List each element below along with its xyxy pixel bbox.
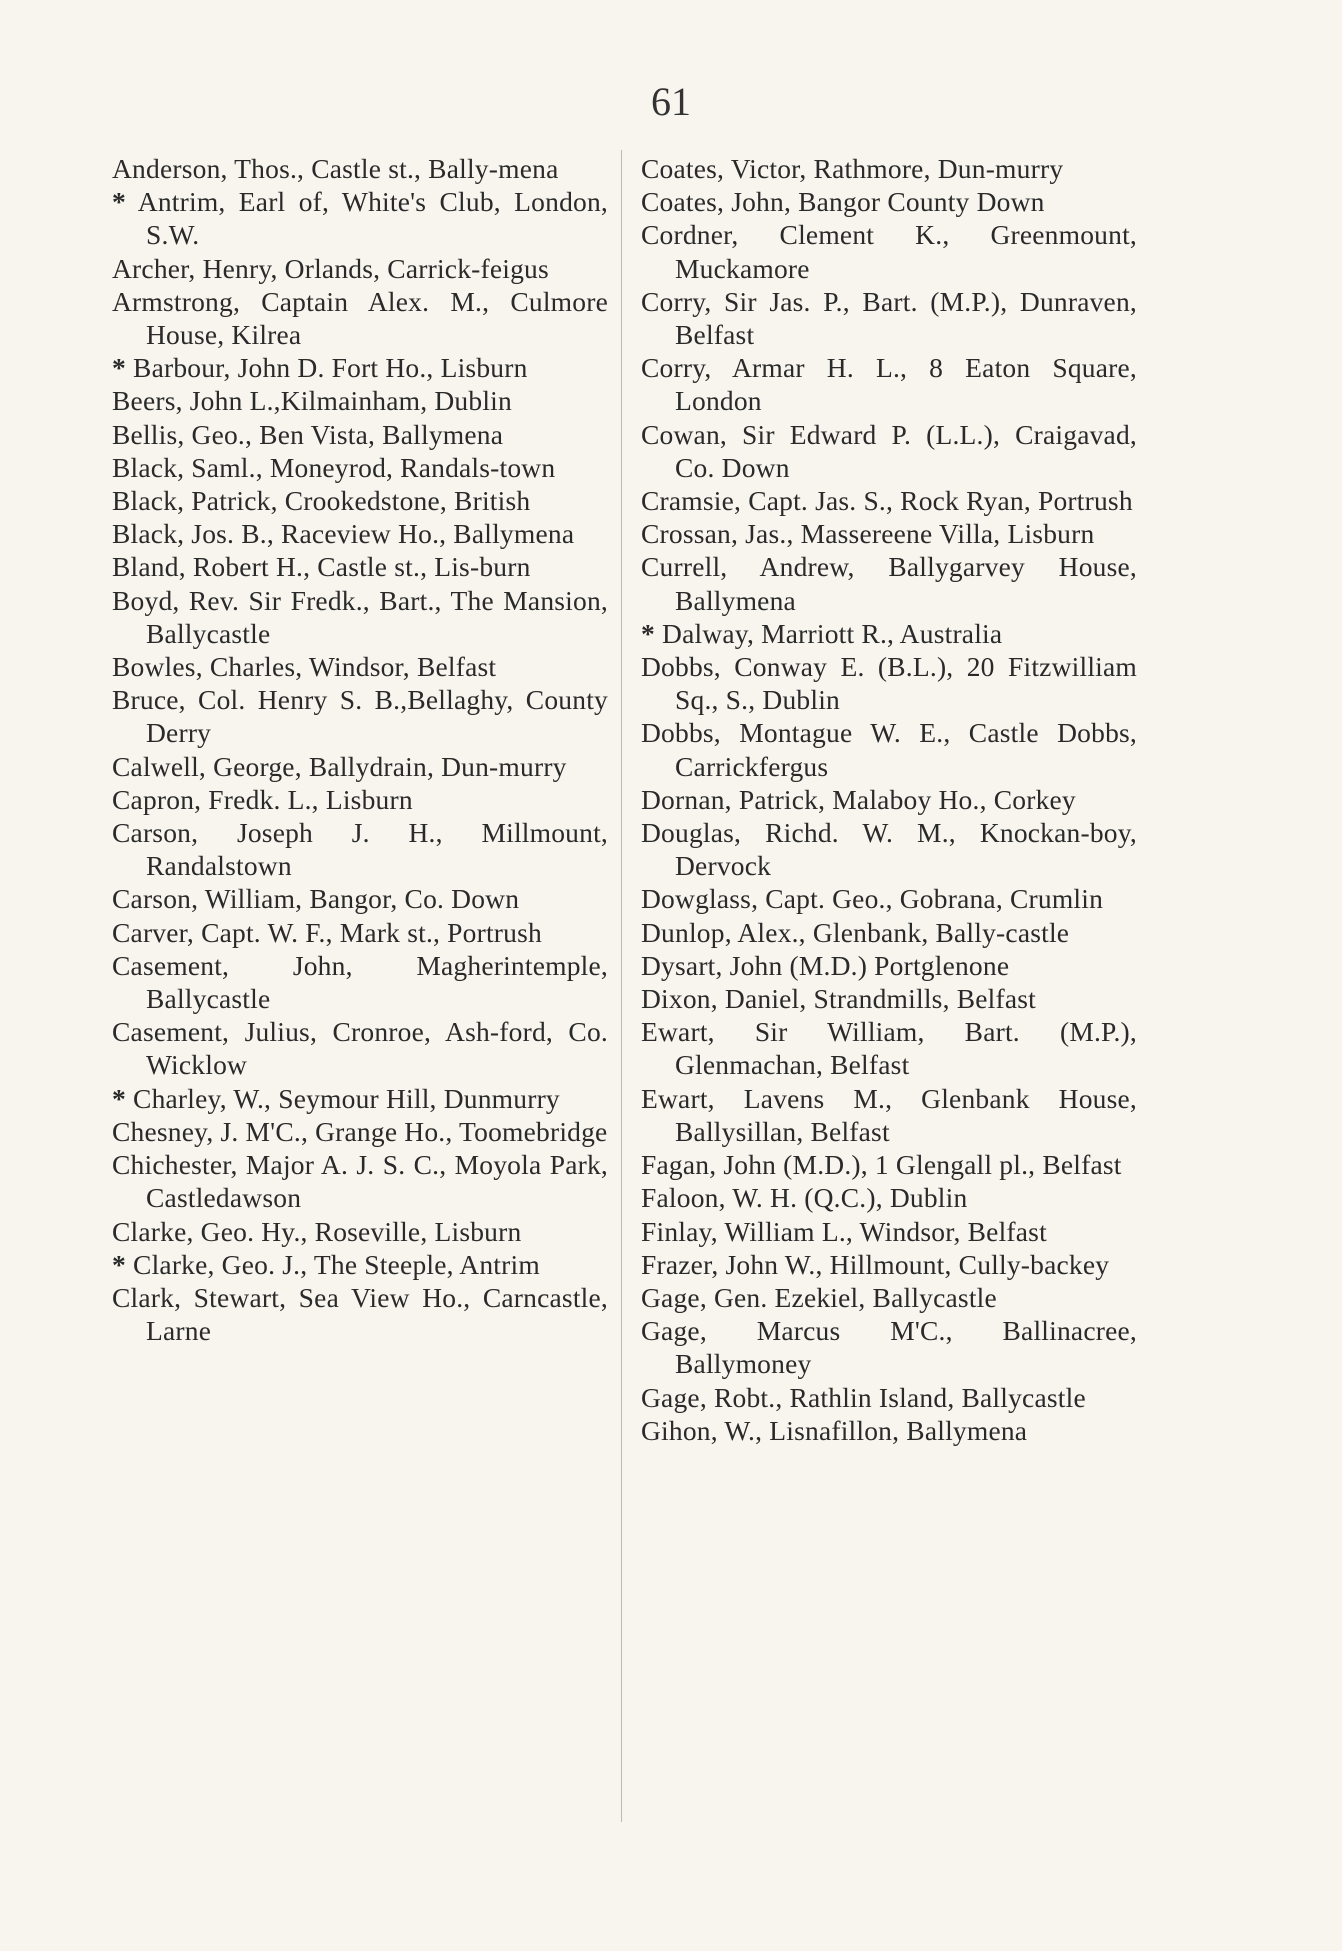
directory-entry <box>641 418 1137 484</box>
entry-text: Chichester, Major A. J. S. C., Moyola Park, Castledawson <box>112 1149 608 1214</box>
entry-text: Bruce, Col. Henry S. B.,Bellaghy, County Derry <box>112 684 608 749</box>
directory-entry <box>641 1414 1137 1447</box>
entry-text: Casement, Julius, Cronroe, Ash-ford, Co. Wicklow <box>112 1016 608 1081</box>
directory-entry <box>112 517 608 550</box>
directory-entry <box>112 484 608 517</box>
directory-entry <box>641 949 1137 982</box>
directory-entry <box>641 1314 1137 1380</box>
directory-entry <box>112 1115 608 1148</box>
directory-entry <box>641 484 1137 517</box>
left-column <box>112 152 608 1347</box>
entry-text: Dornan, Patrick, Malaboy Ho., Corkey <box>641 783 1076 815</box>
directory-entry <box>641 1148 1137 1181</box>
directory-entry <box>641 285 1137 351</box>
directory-entry <box>641 1248 1137 1281</box>
entry-text: Chesney, J. M'C., Grange Ho., Toomebridge <box>112 1115 608 1147</box>
asterisk-marker: * <box>112 1248 126 1280</box>
entry-text: Clarke, Geo. J., The Steeple, Antrim <box>133 1248 540 1280</box>
directory-entry <box>641 1281 1137 1314</box>
entry-text: Armstrong, Captain Alex. M., Culmore House, Kilrea <box>112 285 608 351</box>
directory-entry <box>641 351 1137 417</box>
entry-text: Frazer, John W., Hillmount, Cully-backey <box>641 1248 1110 1280</box>
directory-entry <box>641 916 1137 949</box>
entry-text: Ewart, Lavens M., Glenbank House, Ballysillan, Belfast <box>641 1082 1137 1147</box>
entry-text: Antrim, Earl of, White's Club, London, S.W. <box>137 186 608 251</box>
entry-text: Cordner, Clement K., Greenmount, Muckamore <box>641 219 1137 284</box>
entry-text: Fagan, John (M.D.), 1 Glengall pl., Belfast <box>641 1149 1122 1181</box>
entry-text: Finlay, William L., Windsor, Belfast <box>641 1215 1047 1247</box>
directory-entry <box>112 1215 608 1248</box>
directory-entry <box>112 783 608 816</box>
directory-entry <box>641 1181 1137 1214</box>
entry-text: Cowan, Sir Edward P. (L.L.), Craigavad, Co. Down <box>641 418 1137 483</box>
directory-entry <box>112 750 608 783</box>
directory-entry <box>641 882 1137 915</box>
directory-entry <box>112 384 608 417</box>
column-divider <box>621 150 622 1822</box>
entry-text: Bowles, Charles, Windsor, Belfast <box>112 651 497 683</box>
entry-text: Dysart, John (M.D.) Portglenone <box>641 949 1010 981</box>
entry-text: Gihon, W., Lisnafillon, Ballymena <box>641 1414 1028 1446</box>
entry-text: Black, Jos. B., Raceview Ho., Ballymena <box>112 518 575 550</box>
directory-entry <box>112 949 608 1015</box>
directory-entry <box>641 1215 1137 1248</box>
entry-text: Clark, Stewart, Sea View Ho., Carncastle, Larne <box>112 1281 608 1347</box>
entry-text: Bellis, Geo., Ben Vista, Ballymena <box>112 418 504 450</box>
entry-text: Dowglass, Capt. Geo., Gobrana, Crumlin <box>641 883 1104 915</box>
entry-text: Clarke, Geo. Hy., Roseville, Lisburn <box>112 1215 522 1247</box>
right-column <box>641 152 1137 1447</box>
entry-text: Bland, Robert H., Castle st., Lis-burn <box>112 551 531 583</box>
directory-entry <box>112 252 608 285</box>
directory-entry <box>112 152 608 185</box>
entry-text: Barbour, John D. Fort Ho., Lisburn <box>133 352 528 384</box>
directory-entry <box>112 650 608 683</box>
entry-text: Dalway, Marriott R., Australia <box>662 617 1003 649</box>
entry-text: Boyd, Rev. Sir Fredk., Bart., The Mansion, Ballycastle <box>112 584 608 649</box>
directory-entry <box>112 882 608 915</box>
directory-entry <box>112 816 608 882</box>
entry-text: Crossan, Jas., Massereene Villa, Lisburn <box>641 518 1095 550</box>
directory-entry <box>641 617 1137 650</box>
entry-text: Calwell, George, Ballydrain, Dun-murry <box>112 750 567 782</box>
entry-text: Douglas, Richd. W. M., Knockan-boy, Dervock <box>641 817 1137 882</box>
entry-text: Corry, Sir Jas. P., Bart. (M.P.), Dunraven, Belfast <box>641 285 1137 351</box>
entry-text: Dobbs, Conway E. (B.L.), 20 Fitzwilliam Sq., S., Dublin <box>641 651 1137 716</box>
page-number: 61 <box>651 79 691 124</box>
entry-text: Currell, Andrew, Ballygarvey House, Ballymena <box>641 551 1137 616</box>
directory-entry <box>112 351 608 384</box>
directory-entry <box>112 451 608 484</box>
asterisk-marker: * <box>112 186 126 218</box>
entry-text: Ewart, Sir William, Bart. (M.P.), Glenmachan, Belfast <box>641 1016 1137 1081</box>
entry-text: Casement, John, Magherintemple, Ballycastle <box>112 949 608 1015</box>
entry-text: Dobbs, Montague W. E., Castle Dobbs, Carrickfergus <box>641 717 1137 782</box>
directory-entry <box>112 916 608 949</box>
entry-text: Faloon, W. H. (Q.C.), Dublin <box>641 1182 968 1214</box>
entry-text: Capron, Fredk. L., Lisburn <box>112 783 413 815</box>
directory-entry <box>112 683 608 749</box>
directory-entry <box>112 418 608 451</box>
directory-entry <box>641 1015 1137 1081</box>
entry-text: Coates, Victor, Rathmore, Dun-murry <box>641 153 1064 184</box>
asterisk-marker: * <box>641 617 655 649</box>
entry-text: Dunlop, Alex., Glenbank, Bally-castle <box>641 916 1070 948</box>
entry-text: Carver, Capt. W. F., Mark st., Portrush <box>112 916 542 948</box>
directory-entry <box>641 816 1137 882</box>
entry-text: Anderson, Thos., Castle st., Bally-mena <box>112 153 559 184</box>
directory-entry <box>112 550 608 583</box>
directory-entry <box>112 1015 608 1081</box>
directory-entry <box>112 1248 608 1281</box>
directory-entry <box>641 185 1137 218</box>
directory-entry <box>641 650 1137 716</box>
directory-entry <box>641 517 1137 550</box>
directory-entry <box>112 1281 608 1347</box>
entry-text: Gage, Marcus M'C., Ballinacree, Ballymoney <box>641 1315 1137 1380</box>
directory-entry <box>641 783 1137 816</box>
entry-text: Coates, John, Bangor County Down <box>641 186 1045 218</box>
entry-text: Beers, John L.,Kilmainham, Dublin <box>112 385 512 417</box>
directory-entry <box>112 285 608 351</box>
directory-entry <box>641 1082 1137 1148</box>
directory-entry <box>641 550 1137 616</box>
entry-text: Black, Saml., Moneyrod, Randals-town <box>112 451 556 483</box>
directory-entry <box>641 982 1137 1015</box>
entry-text: Archer, Henry, Orlands, Carrick-feigus <box>112 252 549 284</box>
directory-entry <box>112 584 608 650</box>
entry-text: Black, Patrick, Crookedstone, British <box>112 485 531 517</box>
entry-text: Dixon, Daniel, Strandmills, Belfast <box>641 983 1037 1015</box>
entry-text: Gage, Robt., Rathlin Island, Ballycastle <box>641 1381 1086 1413</box>
entry-text: Gage, Gen. Ezekiel, Ballycastle <box>641 1281 997 1313</box>
directory-entry <box>112 1148 608 1214</box>
asterisk-marker: * <box>112 1082 126 1114</box>
directory-entry <box>112 185 608 251</box>
entry-text: Cramsie, Capt. Jas. S., Rock Ryan, Portrush <box>641 485 1133 517</box>
asterisk-marker: * <box>112 352 126 384</box>
entry-text: Carson, William, Bangor, Co. Down <box>112 883 520 915</box>
entry-text: Carson, Joseph J. H., Millmount, Randalstown <box>112 817 608 882</box>
entry-text: Corry, Armar H. L., 8 Eaton Square, London <box>641 352 1137 417</box>
directory-entry <box>641 1381 1137 1414</box>
directory-entry <box>641 218 1137 284</box>
directory-entry <box>641 152 1137 185</box>
directory-entry <box>641 716 1137 782</box>
directory-entry <box>112 1082 608 1115</box>
entry-text: Charley, W., Seymour Hill, Dunmurry <box>133 1082 560 1114</box>
